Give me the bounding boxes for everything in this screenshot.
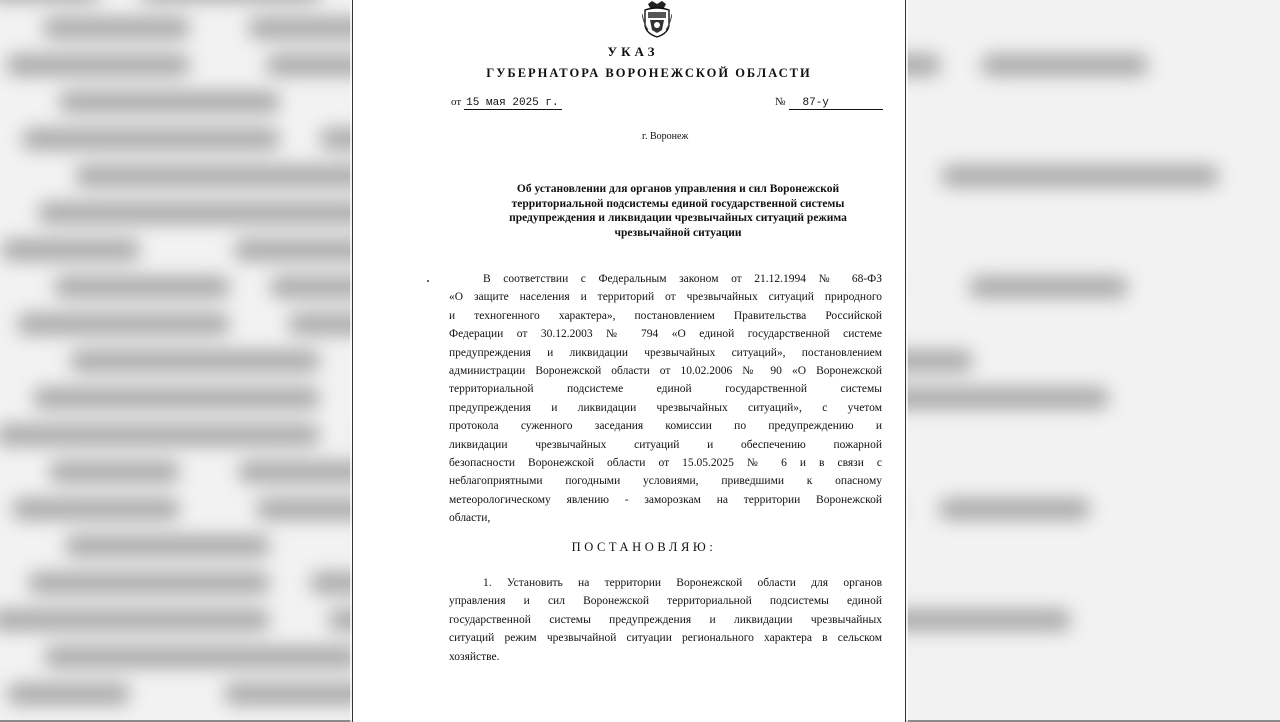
blurred-text-line xyxy=(43,17,190,39)
heading-line: территориальной подсистемы единой государственной системы xyxy=(511,197,845,210)
blurred-text-line xyxy=(70,350,320,372)
blurred-text-line xyxy=(941,165,1219,187)
decree-word: ПОСТАНОВЛЯЮ: xyxy=(571,540,717,554)
blurred-text-line xyxy=(0,424,320,446)
heading-line: Об установлении для органов управления и сил Воронежской xyxy=(516,183,840,195)
preamble-line: В соответствии с Федеральным законом от 21.12.1994 № 68-ФЗ xyxy=(483,273,882,285)
heading-line: предупреждения и ликвидации чрезвычайных ситуаций режима xyxy=(509,212,847,224)
paragraph-line: 1. Установить на территории Воронежской области для органов xyxy=(483,577,882,589)
preamble-line: метеорологическому явлению - заморозкам на территории Воронежской xyxy=(449,493,882,506)
decree-page xyxy=(352,0,906,722)
paragraph-line: управления и сил Воронежской территориальной подсистемы единой xyxy=(449,595,882,608)
preamble-line: «О защите населения и территорий от чрезвычайных ситуаций природного xyxy=(449,291,882,304)
preamble-line: протокола суженного заседания комиссии по предупреждению и xyxy=(449,420,882,433)
coat-of-arms-icon xyxy=(642,0,672,38)
preamble-line: Федерации от 30.12.2003 № 794 «О единой государственной системе xyxy=(449,328,882,341)
blurred-text-line xyxy=(54,276,230,298)
blurred-text-line xyxy=(6,54,190,76)
preamble-line: неблагоприятными погодными условиями, приведшими к опасному xyxy=(449,475,882,488)
blurred-text-line xyxy=(1,239,140,261)
preamble-line: безопасности Воронежской области от 15.05.2025 № 6 и в связи с xyxy=(449,457,882,470)
date-value: 15 мая 2025 г. xyxy=(464,97,562,110)
preamble-line: территориальной подсистеме единой государственной системы xyxy=(449,383,882,396)
preamble-paragraph xyxy=(449,270,882,528)
blurred-text-line xyxy=(17,313,230,335)
document-type-title: УКАЗ xyxy=(607,44,659,59)
blurred-text-line xyxy=(7,683,130,705)
scan-speck xyxy=(427,280,429,282)
blurred-text-line xyxy=(0,609,270,631)
number-field xyxy=(775,96,883,110)
blurred-text-line xyxy=(28,572,270,594)
blurred-text-line xyxy=(75,165,370,187)
blurred-text-line xyxy=(22,128,280,150)
document-heading xyxy=(453,182,903,240)
number-value: 87-у xyxy=(789,97,883,110)
city-label: г. Воронеж xyxy=(642,131,689,142)
blurred-text-line xyxy=(59,91,280,113)
blurred-text-line xyxy=(140,0,321,2)
date-field xyxy=(451,96,562,110)
blurred-text-line xyxy=(65,535,270,557)
preamble-line: предупреждения и ликвидации чрезвычайных ситуаций», постановлением xyxy=(449,346,882,359)
date-prefix: от xyxy=(451,96,462,108)
paragraph-line: ситуаций режим чрезвычайной ситуации регионального характера в сельском xyxy=(449,632,882,645)
blurred-text-line xyxy=(33,387,320,409)
preamble-line: администрации Воронежской области от 10.02.2006 № 90 «О Воронежской xyxy=(449,365,882,378)
blurred-text-line xyxy=(0,0,100,2)
preamble-line: ликвидации чрезвычайных ситуаций и обеспечению пожарной xyxy=(449,438,882,451)
blurred-text-line xyxy=(12,498,180,520)
issuer-title: ГУБЕРНАТОРА ВОРОНЕЖСКОЙ ОБЛАСТИ xyxy=(486,66,812,80)
paragraph-1 xyxy=(449,574,882,666)
blurred-text-line xyxy=(981,54,1148,76)
blurred-text-line xyxy=(38,202,370,224)
blurred-text-line xyxy=(49,461,180,483)
blurred-text-line xyxy=(44,646,360,668)
blurred-text-line xyxy=(939,498,1090,520)
preamble-line: и техногенного характера», постановлением Правительства Российской xyxy=(449,309,882,322)
blurred-text-line xyxy=(969,276,1128,298)
paragraph-line: хозяйстве. xyxy=(449,650,500,663)
preamble-line: области, xyxy=(449,512,491,525)
preamble-line: предупреждения и ликвидации чрезвычайных ситуаций», с учетом xyxy=(449,401,882,414)
paragraph-line: государственной системы предупреждения и ликвидации чрезвычайных xyxy=(449,613,882,626)
heading-line: чрезвычайной ситуации xyxy=(614,226,742,239)
number-prefix: № xyxy=(775,96,786,108)
